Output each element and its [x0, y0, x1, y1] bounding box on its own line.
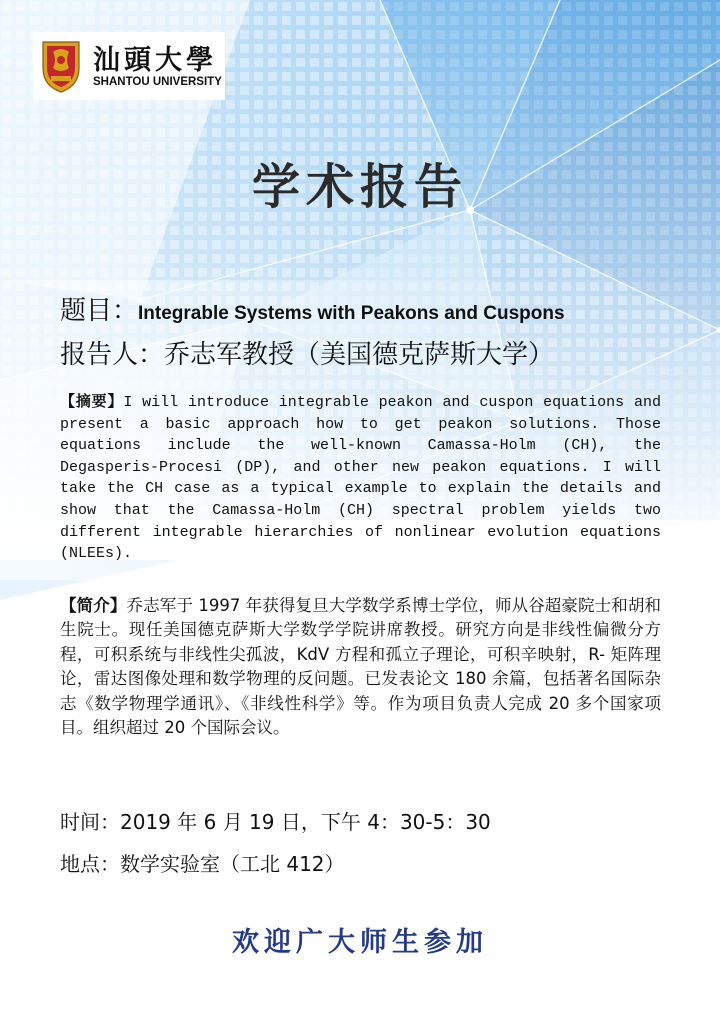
- topic-label: 题目：: [60, 296, 139, 326]
- time-line: [60, 806, 491, 835]
- time-label: 时间：: [60, 810, 120, 834]
- university-logo: [33, 32, 225, 100]
- abstract-paragraph: [60, 391, 661, 565]
- university-name-cn: 汕頭大學: [93, 45, 217, 76]
- place-line: [60, 848, 345, 877]
- topic-value: Integrable Systems with Peakons and Cuspons: [138, 303, 565, 324]
- bio-paragraph: [60, 594, 661, 740]
- bio-text: 乔志军于 1997 年获得复旦大学数学系博士学位，师从谷超豪院士和胡和生院士。现任美国德克萨斯大学数学学院讲席教授。研究方向是非线性偏微分方程，可积系统与非线性尖孤波，KdV 方程和孤立子理论，可积辛映射，R- 矩阵理论，雷达图像处理和数学物理的反问题。已发表论文 180 余篇，包括著名国际杂志《数学物理学通讯》、《非线性科学》等。作为项目负责人完成 20 多个国家项目。组织超过 20 个国际会议。: [60, 596, 662, 738]
- page-title: 学术报告: [251, 159, 468, 215]
- university-name-en: SHANTOU UNIVERSITY: [93, 76, 222, 88]
- speaker-value: 乔志军教授（美国德克萨斯大学）: [164, 340, 555, 370]
- speaker-label: 报告人：: [60, 340, 165, 370]
- bio-label: 【简介】: [60, 596, 127, 615]
- place-value: 数学实验室（工北 412）: [120, 852, 345, 876]
- place-label: 地点：: [60, 852, 120, 876]
- abstract-label: 【摘要】: [60, 392, 124, 410]
- time-value: 2019 年 6 月 19 日，下午 4：30-5：30: [120, 810, 491, 834]
- welcome-message: 欢迎广大师生参加: [232, 927, 488, 958]
- university-emblem-icon: [39, 38, 83, 94]
- speaker-line: [60, 334, 554, 371]
- topic-line: [60, 290, 565, 327]
- abstract-text: I will introduce integrable peakon and cuspon equations and present a basic approach how to get peakon solutions. Those equations include the well-known Camassa-Holm (CH), the Degasperis-Procesi (DP), and other new peakon equations. I will take the CH case as a typical example to explain the details and show that the Camassa-Holm (CH) spectral problem yields two different integrable hierarchies of nonlinear evolution equations (NLEEs).: [60, 394, 661, 563]
